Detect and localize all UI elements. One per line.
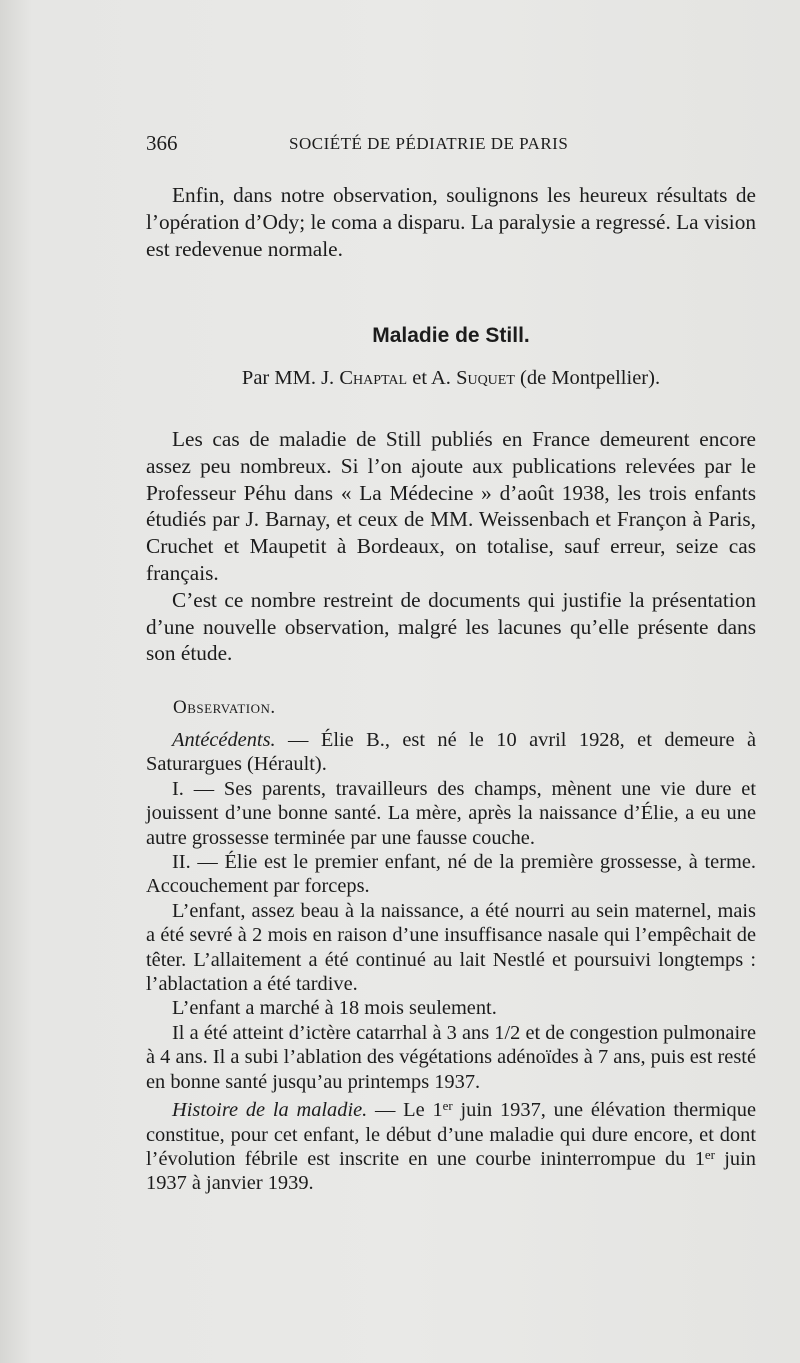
page-number: 366	[146, 131, 178, 155]
body-paragraph-2: C’est ce nombre restreint de documents qui justifie la présentation d’une nouvelle observation, malgré les lacunes qu’elle présente dans son étude.	[146, 587, 756, 666]
paragraph-histoire	[146, 1098, 756, 1196]
body-block	[146, 426, 756, 667]
superscript-er: er	[704, 1146, 716, 1162]
paragraph-ii: II. — Élie est le premier enfant, né de la première grossesse, à terme. Accouchement par forceps.	[146, 851, 756, 898]
histoire-text-a: — Le 1	[367, 1099, 443, 1122]
byline-suffix: (de Montpellier).	[520, 367, 661, 389]
antecedents-label: Antécédents.	[172, 729, 276, 751]
paragraph-marche: L’enfant a marché à 18 mois seulement.	[172, 997, 497, 1020]
byline-prefix: Par MM. J.	[241, 367, 335, 389]
histoire-label: Histoire de la maladie.	[172, 1099, 368, 1122]
running-title: SOCIÉTÉ DE PÉDIATRIE DE PARIS	[289, 134, 569, 153]
article-byline	[146, 367, 756, 390]
byline-mid: et A.	[412, 367, 451, 389]
author-suquet: Suquet	[456, 367, 515, 389]
observation-block	[146, 728, 756, 1196]
author-chaptal: Chaptal	[339, 367, 408, 389]
paragraph-ictere: Il a été atteint d’ictère catarrhal à 3 ans 1/2 et de congestion pulmonaire à 4 ans. Il a subi l’ablation des végétations adénoïdes à 7 ans, puis est resté en bonne santé jusqu’au printemps 1937.	[146, 1021, 756, 1093]
paragraph-allaitement: L’enfant, assez beau à la naissance, a été nourri au sein maternel, mais a été sevré à 2 mois en raison d’une insuffisance nasale qui l’empêchait de têter. L’allaitement a été continué au lait Nestlé et poursuivi longtemps : l’ablactation a été tardive.	[146, 899, 756, 996]
observation-heading: Observation.	[173, 697, 276, 718]
paragraph-i: I. — Ses parents, travailleurs des champs, mènent une vie dure et jouissent d’une bonne santé. La mère, après la naissance d’Élie, a eu une autre grossesse terminée par une fausse couche.	[146, 777, 756, 849]
article-title: Maladie de Still.	[372, 324, 530, 347]
intro-paragraph: Enfin, dans notre observation, soulignons les heureux résultats de l’opération d’Ody; le coma a disparu. La paralysie a regressé. La vision est redevenue normale.	[146, 183, 756, 261]
body-paragraph-1: Les cas de maladie de Still publiés en France demeurent encore assez peu nombreux. Si l’on ajoute aux publications relevées par le Professeur Péhu dans « La Médecine » d’août 1938, les trois enfants étudiés par J. Barnay, et ceux de MM. Weissenbach et Françon à Paris, Cruchet et Maupetit à Bordeaux, on totalise, sauf erreur, seize cas français.	[146, 427, 756, 585]
antecedents-paragraph	[146, 728, 756, 777]
histoire-text-b: juin 1937, une élévation thermique constitue, pour cet enfant, le début d’une maladie qui dure encore, et dont l’évolution fébrile est inscrite en une courbe ininterrompue du 1	[146, 1099, 756, 1170]
antecedents-text: — Élie B., est né le 10 avril 1928, et demeure à Saturargues (Hérault).	[146, 729, 756, 776]
intro-block	[146, 182, 756, 262]
superscript-er: er	[442, 1098, 453, 1114]
histoire-text-c: juin 1937 à janvier 1939.	[146, 1147, 756, 1195]
page-header	[146, 131, 766, 157]
